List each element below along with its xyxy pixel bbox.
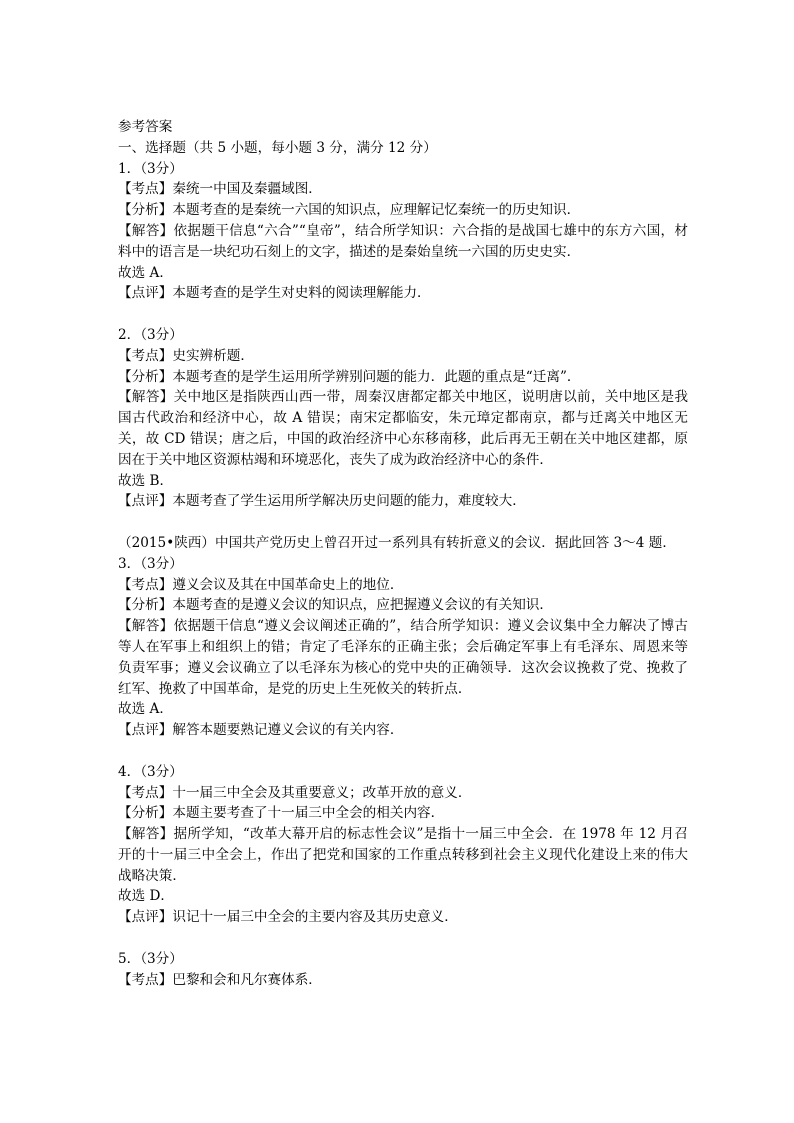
page-title: 参考答案 [118,119,173,135]
dianping: 【点评】本题考查了学生运用所学解决历史问题的能力，难度较大． [118,493,526,510]
answer-choice: 故选 D． [118,888,175,905]
jieda: 【解答】据所学知，“改革大幕开启的标志性会议”是指十一届三中全会．在 1978 年 12 月召开的十一届三中全会上，作出了把党和国家的工作重点转移到社会主义现代化建设上来的伟大战略决策． [118,826,688,884]
fenxi: 【分析】本题考查的是秦统一六国的知识点，应理解记忆秦统一的历史知识． [118,202,581,219]
section-heading: 一、选择题（共 5 小题，每小题 3 分，满分 12 分） [118,139,437,156]
jieda: 【解答】依据题干信息“六合”“皇帝”，结合所学知识：六合指的是战国七雄中的东方六国，材料中的语言是一块纪功石刻上的文字，描述的是秦始皇统一六国的历史史实． [118,222,688,260]
dianping: 【点评】本题考查的是学生对史料的阅读理解能力． [118,285,431,302]
fenxi: 【分析】本题主要考查了十一届三中全会的相关内容． [118,805,445,822]
spacer [118,928,688,949]
spacer [118,512,688,533]
kaodian: 【考点】十一届三中全会及其重要意义；改革开放的意义． [118,784,472,801]
kaodian: 【考点】秦统一中国及秦疆域图． [118,181,322,198]
question-4 [118,762,688,928]
answer-choice: 故选 B． [118,472,174,489]
spacer [118,741,688,762]
dianping: 【点评】解答本题要熟记遵义会议的有关内容． [118,722,404,739]
answer-choice: 故选 A． [118,701,173,718]
question-3 [118,554,688,741]
answer-document [118,117,688,990]
question-1 [118,159,688,305]
group-intro: （2015•陕西）中国共产党历史上曾召开过一系列具有转折意义的会议．据此回答 3～4 题． [118,534,676,551]
kaodian: 【考点】遵义会议及其在中国革命史上的地位． [118,576,404,593]
kaodian: 【考点】巴黎和会和凡尔赛体系． [118,971,322,988]
question-number: 2．（3分） [118,326,183,343]
dianping: 【点评】识记十一届三中全会的主要内容及其历史意义． [118,909,458,926]
question-2 [118,325,688,512]
kaodian: 【考点】史实辨析题． [118,347,254,364]
question-number: 4．（3分） [118,763,183,780]
question-5 [118,949,688,991]
fenxi: 【分析】本题考查的是学生运用所学辨别问题的能力．此题的重点是“迁离”． [118,368,581,385]
jieda: 【解答】关中地区是指陕西山西一带，周秦汉唐都定都关中地区，说明唐以前，关中地区是我国古代政治和经济中心，故 A 错误；南宋定都临安，朱元璋定都南京，都与迁离关中地区无关，故 CD 错误；唐之后，中国的政治经济中心东移南移，此后再无王朝在关中地区建都，原因在于关中地区资源枯竭和环境恶化，丧失了成为政治经济中心的条件． [118,389,688,468]
spacer [118,304,688,325]
answer-choice: 故选 A． [118,264,173,281]
question-number: 3．（3分） [118,555,183,572]
jieda: 【解答】依据题干信息“遵义会议阐述正确的”，结合所学知识：遵义会议集中全力解决了博古等人在军事上和组织上的错；肯定了毛泽东的正确主张；会后确定军事上有毛泽东、周恩来等负责军事；遵义会议确立了以毛泽东为核心的党中央的正确领导．这次会议挽救了党、挽救了红军、挽救了中国革命，是党的历史上生死攸关的转折点． [118,618,688,697]
question-number: 5．（3分） [118,950,183,967]
question-number: 1．（3分） [118,160,183,177]
fenxi: 【分析】本题考查的是遵义会议的知识点，应把握遵义会议的有关知识． [118,597,553,614]
